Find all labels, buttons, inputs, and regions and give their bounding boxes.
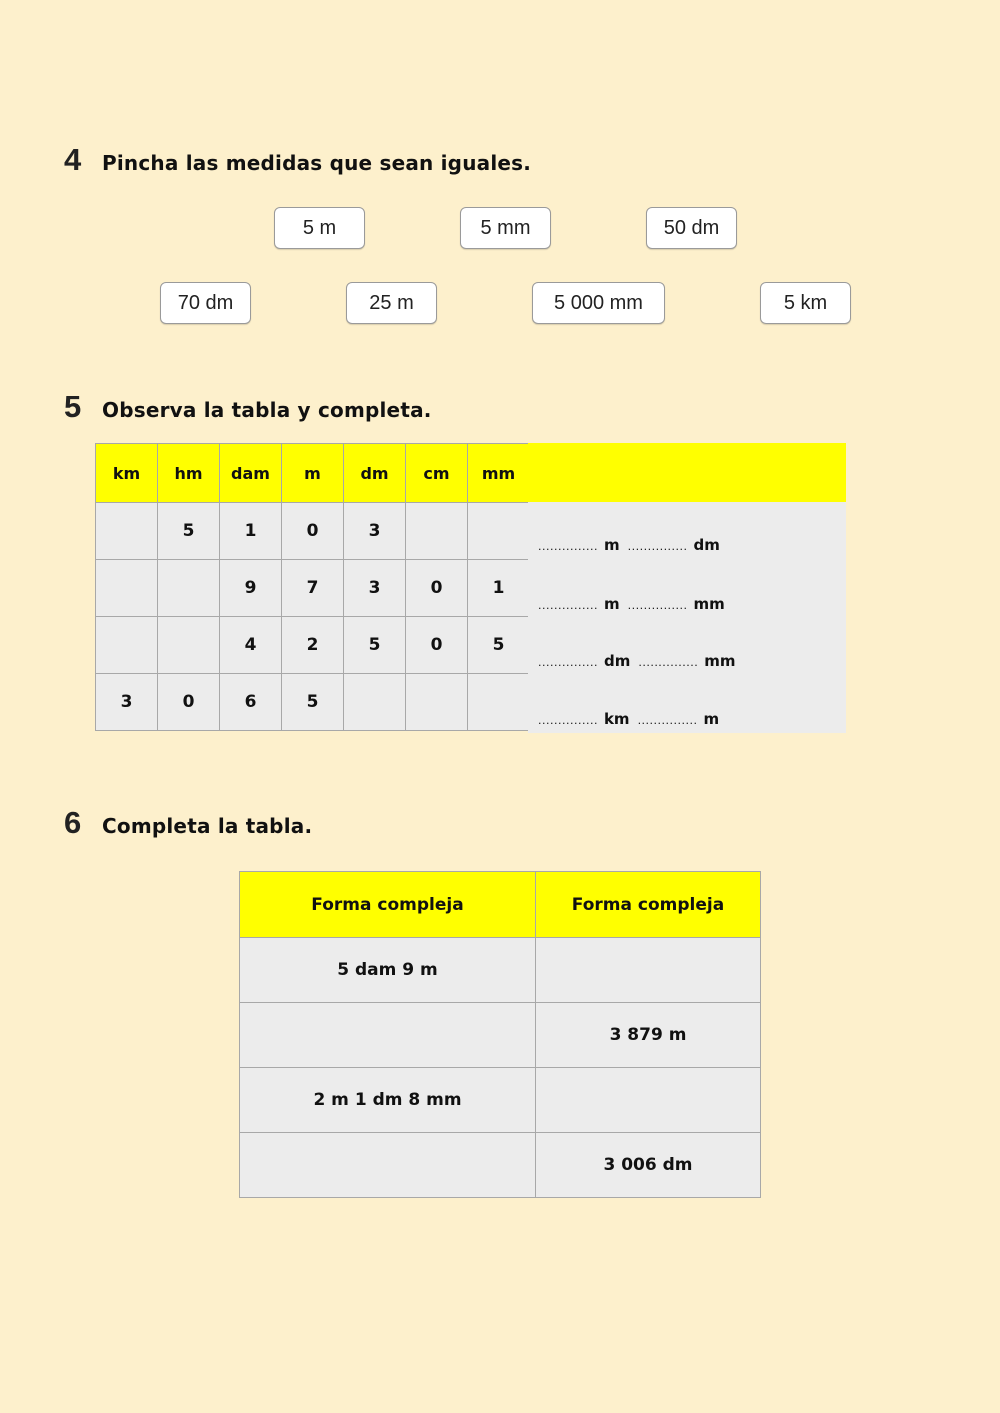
unit-place-value-table: [95, 443, 530, 731]
answer-panel: [528, 443, 846, 733]
answer-blank[interactable]: ...............: [538, 599, 598, 612]
table-cell: 0: [406, 560, 468, 617]
header-km: km: [96, 444, 158, 503]
table-cell: 5: [344, 617, 406, 674]
table-cell: 5: [158, 503, 220, 560]
section-5-number: 5: [64, 389, 82, 424]
table-row: [96, 503, 530, 560]
table-cell: 6: [220, 674, 282, 731]
answer-blank[interactable]: ...............: [538, 714, 598, 727]
answer-line-3: [538, 652, 736, 670]
header-hm: hm: [158, 444, 220, 503]
table-cell: 4: [220, 617, 282, 674]
table-cell: 0: [282, 503, 344, 560]
answer-unit: m: [603, 536, 620, 554]
table-row: [240, 938, 761, 1003]
answer-unit: dm: [603, 652, 631, 670]
section-6-number: 6: [64, 805, 82, 840]
table-row: [240, 1068, 761, 1133]
answer-unit: dm: [693, 536, 720, 554]
table-cell: [406, 674, 468, 731]
measure-chip-70dm[interactable]: 70 dm: [160, 282, 251, 324]
table-cell: 5 dam 9 m: [240, 938, 536, 1003]
table-cell: [158, 617, 220, 674]
table-cell: 2: [282, 617, 344, 674]
answer-unit: mm: [693, 595, 725, 613]
header-m: m: [282, 444, 344, 503]
section-4-title: Pincha las medidas que sean iguales.: [102, 151, 532, 175]
answer-panel-header: [528, 443, 846, 502]
table-cell: 3: [96, 674, 158, 731]
answer-line-2: [538, 595, 725, 613]
table-cell: [96, 617, 158, 674]
complex-header-row: [240, 872, 761, 938]
measure-chip-25m[interactable]: 25 m: [346, 282, 437, 324]
table-row: [96, 560, 530, 617]
answer-line-1: [538, 536, 720, 554]
table-cell: [158, 560, 220, 617]
table-cell: 1: [468, 560, 530, 617]
answer-cell[interactable]: [536, 1068, 761, 1133]
answer-blank[interactable]: ...............: [538, 656, 598, 669]
answer-cell[interactable]: [240, 1003, 536, 1068]
table-cell: 2 m 1 dm 8 mm: [240, 1068, 536, 1133]
answer-cell[interactable]: [536, 938, 761, 1003]
table-row: [96, 674, 530, 731]
answer-unit: mm: [704, 652, 736, 670]
table-row: [240, 1003, 761, 1068]
answer-line-4: [538, 710, 719, 728]
answer-blank[interactable]: ...............: [538, 540, 598, 553]
unit-header-row: [96, 444, 530, 503]
table-row: [96, 617, 530, 674]
answer-blank[interactable]: ...............: [638, 656, 699, 669]
complex-form-table: [239, 871, 761, 1198]
measure-chip-5mm[interactable]: 5 mm: [460, 207, 551, 249]
table-cell: 3 006 dm: [536, 1133, 761, 1198]
table-cell: 5: [468, 617, 530, 674]
answer-cell[interactable]: [240, 1133, 536, 1198]
table-cell: 0: [406, 617, 468, 674]
header-dm: dm: [344, 444, 406, 503]
table-cell: 7: [282, 560, 344, 617]
answer-unit: km: [603, 710, 630, 728]
measure-chip-5000mm[interactable]: 5 000 mm: [532, 282, 665, 324]
answer-unit: m: [603, 595, 620, 613]
answer-unit: m: [703, 710, 720, 728]
table-cell: 1: [220, 503, 282, 560]
measure-chip-50dm[interactable]: 50 dm: [646, 207, 737, 249]
measure-chip-5km[interactable]: 5 km: [760, 282, 851, 324]
header-dam: dam: [220, 444, 282, 503]
header-forma-compleja-2: Forma compleja: [536, 872, 761, 938]
table-cell: [406, 503, 468, 560]
table-cell: [468, 674, 530, 731]
table-cell: 3: [344, 560, 406, 617]
table-cell: [344, 674, 406, 731]
answer-blank[interactable]: ...............: [637, 714, 698, 727]
measure-chip-5m[interactable]: 5 m: [274, 207, 365, 249]
table-cell: [96, 560, 158, 617]
table-cell: [96, 503, 158, 560]
table-cell: 5: [282, 674, 344, 731]
header-cm: cm: [406, 444, 468, 503]
header-mm: mm: [468, 444, 530, 503]
section-4-number: 4: [64, 142, 82, 177]
header-forma-compleja-1: Forma compleja: [240, 872, 536, 938]
table-cell: 9: [220, 560, 282, 617]
table-cell: 3: [344, 503, 406, 560]
section-6-title: Completa la tabla.: [102, 814, 313, 838]
answer-blank[interactable]: ...............: [627, 540, 688, 553]
table-cell: 3 879 m: [536, 1003, 761, 1068]
answer-blank[interactable]: ...............: [627, 599, 688, 612]
table-row: [240, 1133, 761, 1198]
section-5-title: Observa la tabla y completa.: [102, 398, 432, 422]
table-cell: [468, 503, 530, 560]
table-cell: 0: [158, 674, 220, 731]
